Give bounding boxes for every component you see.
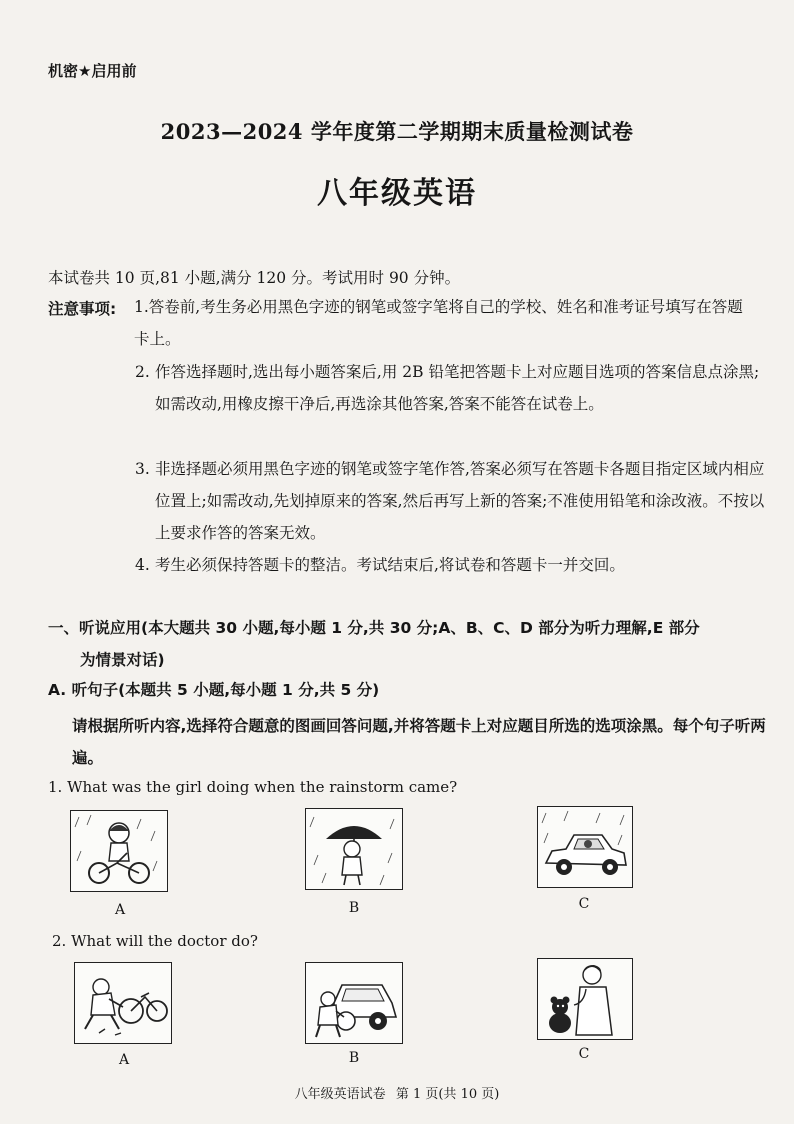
section-a-title: A. 听句子(本题共 5 小题,每小题 1 分,共 5 分) xyxy=(48,681,380,699)
note-number: 1. xyxy=(134,298,149,316)
girl-riding-bike-in-rain-picture xyxy=(70,810,168,892)
subject-title: 八年级英语 xyxy=(317,176,477,211)
note-number: 2. xyxy=(135,363,150,381)
note-text: 答卷前,考生务必用黑色字迹的钢笔或签字笔将自己的学校、姓名和准考证号填写在答题卡上。 xyxy=(134,298,743,348)
girl-with-umbrella-in-rain-picture xyxy=(305,808,403,890)
option-a-label: A xyxy=(118,1052,130,1068)
umbrella-icon xyxy=(306,809,402,889)
note-number: 4. xyxy=(135,556,150,574)
note-item-2 xyxy=(135,356,765,420)
bike-repair-icon xyxy=(75,963,171,1043)
section-a-instruction: 请根据所听内容,选择符合题意的图画回答问题,并将答题卡上对应题目所选的选项涂黑。每个句子听两遍。 xyxy=(72,717,766,767)
option-a-label: A xyxy=(114,902,126,918)
man-repairing-car-picture xyxy=(305,962,403,1044)
footer-subject: 八年级英语试卷 xyxy=(294,1087,386,1102)
footer-page-number: 第 1 页(共 10 页) xyxy=(395,1087,500,1102)
option-c-label: C xyxy=(578,1046,590,1062)
car-repair-icon xyxy=(306,963,402,1043)
exam-intro: 本试卷共 10 页,81 小题,满分 120 分。考试用时 90 分钟。 xyxy=(48,269,461,287)
doctor-treating-teddy-bear-picture xyxy=(537,958,633,1040)
option-c-label: C xyxy=(578,896,590,912)
notes-label: 注意事项: xyxy=(48,300,117,318)
note-text: 非选择题必须用黑色字迹的钢笔或签字笔作答,答案必须写在答题卡各题目指定区域内相应位置上;如需改动,先划掉原来的答案,然后再写上新的答案;不准使用铅笔和涂改液。不按以上要求作答的答案无效。 xyxy=(155,460,765,542)
question-2-text: 2. What will the doctor do? xyxy=(52,932,258,950)
girl-riding-bike-icon xyxy=(71,811,167,891)
note-number: 3. xyxy=(135,460,150,478)
note-text: 作答选择题时,选出每小题答案后,用 2B 铅笔把答题卡上对应题目选项的答案信息点涂黑;如需改动,用橡皮擦干净后,再选涂其他答案,答案不能答在试卷上。 xyxy=(155,363,760,413)
page-footer xyxy=(0,1083,794,1102)
man-repairing-bike-picture xyxy=(74,962,172,1044)
note-item-3 xyxy=(135,453,765,549)
note-text: 考生必须保持答题卡的整洁。考试结束后,将试卷和答题卡一并交回。 xyxy=(155,556,625,574)
note-item-4 xyxy=(135,549,765,581)
doctor-icon xyxy=(538,959,632,1039)
option-b-label: B xyxy=(348,900,360,916)
confidential-mark: 机密★启用前 xyxy=(48,62,137,80)
car-icon xyxy=(538,807,632,887)
section-1-heading xyxy=(48,612,768,676)
question-1-text: 1. What was the girl doing when the rainstorm came? xyxy=(48,778,458,796)
section-1-line-2: 为情景对话) xyxy=(80,651,165,669)
note-item-1 xyxy=(134,291,754,355)
section-1-line-1: 一、听说应用(本大题共 30 小题,每小题 1 分,共 30 分;A、B、C、D 部分为听力理解,E 部分 xyxy=(48,619,700,637)
person-driving-car-in-rain-picture xyxy=(537,806,633,888)
exam-title: 2023—2024 学年度第二学期期末质量检测试卷 xyxy=(160,119,634,144)
option-b-label: B xyxy=(348,1050,360,1066)
